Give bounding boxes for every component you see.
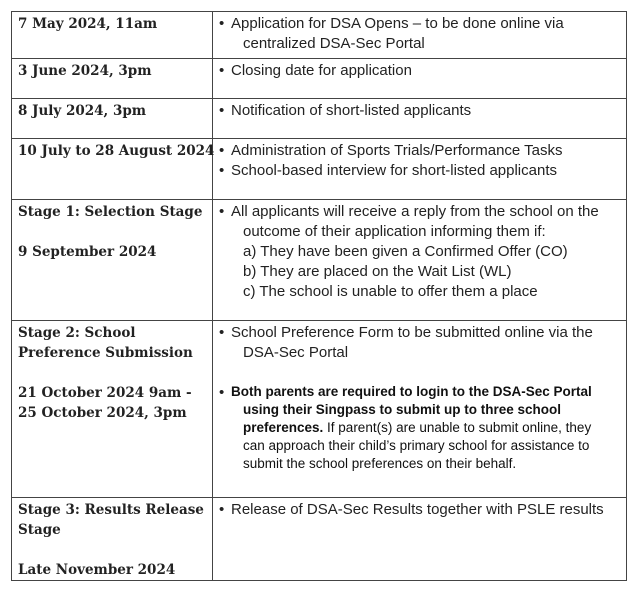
item-text: outcome of their application informing them if: — [243, 223, 546, 240]
stage-title: Stage 2: School — [18, 325, 136, 341]
list-item — [219, 500, 622, 520]
description-cell — [213, 99, 627, 139]
sub-item: a) They have been given a Confirmed Offer (CO) — [243, 243, 568, 260]
date-cell — [12, 200, 213, 321]
dsa-timeline-table — [11, 11, 627, 581]
sub-item: b) They are placed on the Wait List (WL) — [243, 263, 512, 280]
list-item — [219, 101, 622, 121]
item-text — [231, 419, 622, 437]
table-row — [12, 321, 627, 498]
date-text: 9 September 2024 — [18, 244, 157, 260]
table-row — [12, 99, 627, 139]
item-text: Administration of Sports Trials/Performance Tasks — [231, 142, 563, 159]
date-text: 21 October 2024 9am - — [18, 385, 192, 401]
date-cell — [12, 139, 213, 200]
item-text: Release of DSA-Sec Results together with PSLE results — [231, 501, 604, 518]
date-text: 10 July to 28 August 2024 — [18, 143, 215, 159]
date-cell — [12, 321, 213, 498]
item-text: centralized DSA-Sec Portal — [243, 35, 425, 52]
table-row — [12, 139, 627, 200]
bullet-icon: • — [219, 501, 225, 518]
bullet-icon: • — [219, 162, 225, 179]
table-row — [12, 498, 627, 581]
item-text: School Preference Form to be submitted online via the — [231, 324, 593, 341]
bullet-icon: • — [219, 142, 225, 159]
list-item — [219, 141, 622, 161]
stage-title: Stage 1: Selection Stage — [18, 204, 203, 220]
item-text: Closing date for application — [231, 62, 412, 79]
item-text: using their Singpass to submit up to three school — [243, 402, 562, 417]
bullet-icon: • — [219, 384, 225, 401]
item-text: School-based interview for short-listed applicants — [231, 162, 557, 179]
date-cell — [12, 59, 213, 99]
stage-title: Stage — [18, 522, 61, 538]
list-item — [219, 14, 622, 54]
date-text: 25 October 2024, 3pm — [18, 405, 187, 421]
item-text-rest: If parent(s) are unable to submit online, they — [323, 420, 592, 435]
item-text: All applicants will receive a reply from the school on the — [231, 203, 599, 220]
description-cell — [213, 139, 627, 200]
table-row — [12, 200, 627, 321]
list-item — [219, 383, 622, 473]
bullet-icon: • — [219, 62, 225, 79]
description-cell — [213, 321, 627, 498]
list-item — [219, 61, 622, 81]
item-text: DSA-Sec Portal — [243, 344, 349, 361]
date-text: 3 June 2024, 3pm — [18, 63, 152, 79]
date-cell — [12, 12, 213, 59]
sub-item: c) The school is unable to offer them a place — [243, 283, 538, 300]
item-text: Application for DSA Opens – to be done online via — [231, 15, 564, 32]
table-row — [12, 59, 627, 99]
bullet-icon: • — [219, 203, 225, 220]
list-item — [219, 161, 622, 181]
stage-title: Preference Submission — [18, 345, 193, 361]
list-item — [219, 323, 622, 363]
date-cell — [12, 99, 213, 139]
date-cell — [12, 498, 213, 581]
bullet-icon: • — [219, 102, 225, 119]
date-text: 8 July 2024, 3pm — [18, 103, 147, 119]
item-text: Notification of short-listed applicants — [231, 102, 472, 119]
table-row — [12, 12, 627, 59]
description-cell — [213, 200, 627, 321]
bullet-icon: • — [219, 324, 225, 341]
list-item — [219, 202, 622, 302]
description-cell — [213, 12, 627, 59]
bullet-icon: • — [219, 15, 225, 32]
description-cell — [213, 498, 627, 581]
description-cell — [213, 59, 627, 99]
item-text: Both parents are required to login to the DSA-Sec Portal — [231, 384, 592, 399]
item-text: submit the school preferences on their behalf. — [243, 456, 517, 471]
item-text: can approach their child’s primary school for assistance to — [243, 438, 590, 453]
item-text-bold: preferences. — [243, 420, 324, 435]
stage-title: Stage 3: Results Release — [18, 502, 204, 518]
date-text: Late November 2024 — [18, 562, 176, 578]
date-text: 7 May 2024, 11am — [18, 16, 158, 32]
